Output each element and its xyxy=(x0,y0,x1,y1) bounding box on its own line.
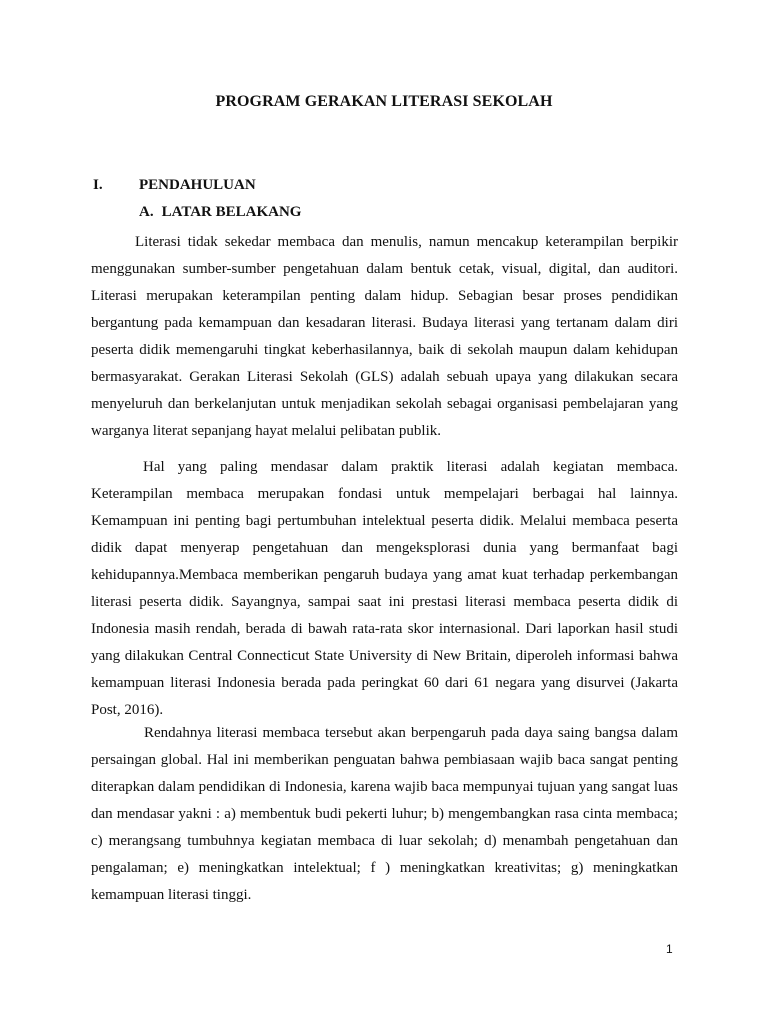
page-number: 1 xyxy=(666,942,673,956)
subsection-letter: A. xyxy=(139,204,154,220)
section-heading: PENDAHULUAN xyxy=(139,177,256,193)
body-paragraph-1: Literasi tidak sekedar membaca dan menulis, namun mencakup keterampilan berpikir menggunakan sumber-sumber pengetahuan dalam bentuk cetak, visual, digital, dan auditori. Literasi merupakan keterampilan penting dalam hidup. Sebagian besar proses pendidikan bergantung pada kemampuan dan kesadaran literasi. Budaya literasi yang tertanam dalam diri peserta didik memengaruhi tingkat keberhasilannya, baik di sekolah maupun dalam kehidupan bermasyarakat. Gerakan Literasi Sekolah (GLS) adalah sebuah upaya yang dilakukan secara menyeluruh dan berkelanjutan untuk menjadikan sekolah sebagai organisasi pembelajaran yang warganya literat sepanjang hayat melalui pelibatan publik. xyxy=(91,234,678,439)
document-title: PROGRAM GERAKAN LITERASI SEKOLAH xyxy=(215,93,553,110)
section-number: I. xyxy=(93,177,103,193)
body-paragraph-3: Rendahnya literasi membaca tersebut akan berpengaruh pada daya saing bangsa dalam persaingan global. Hal ini memberikan penguatan bahwa pembiasaan wajib baca sangat penting diterapkan dalam pendidikan di Indonesia, karena wajib baca mempunyai tujuan yang sangat luas dan mendasar yakni : a) membentuk budi pekerti luhur; b) mengembangkan rasa cinta membaca; c) merangsang tumbuhnya kegiatan membaca di luar sekolah; d) menambah pengetahuan dan pengalaman; e) meningkatkan intelektual; f ) meningkatkan kreativitas; g) meningkatkan kemampuan literasi tinggi. xyxy=(91,725,678,903)
subsection-title: LATAR BELAKANG xyxy=(161,204,302,220)
body-paragraph-2: Hal yang paling mendasar dalam praktik literasi adalah kegiatan membaca. Keterampilan membaca merupakan fondasi untuk mempelajari berbagai hal lainnya. Kemampuan ini penting bagi pertumbuhan intelektual peserta didik. Melalui membaca peserta didik dapat menyerap pengetahuan dan mengeksplorasi dunia yang bermanfaat bagi kehidupannya.Membaca memberikan pengaruh budaya yang amat kuat terhadap perkembangan literasi peserta didik. Sayangnya, sampai saat ini prestasi literasi membaca peserta didik di Indonesia masih rendah, berada di bawah rata-rata skor internasional. Dari laporkan hasil studi yang dilakukan Central Connecticut State University di New Britain, diperoleh informasi bahwa kemampuan literasi Indonesia berada pada peringkat 60 dari 61 negara yang disurvei (Jakarta Post, 2016). xyxy=(91,459,678,718)
subsection-heading xyxy=(139,204,301,221)
